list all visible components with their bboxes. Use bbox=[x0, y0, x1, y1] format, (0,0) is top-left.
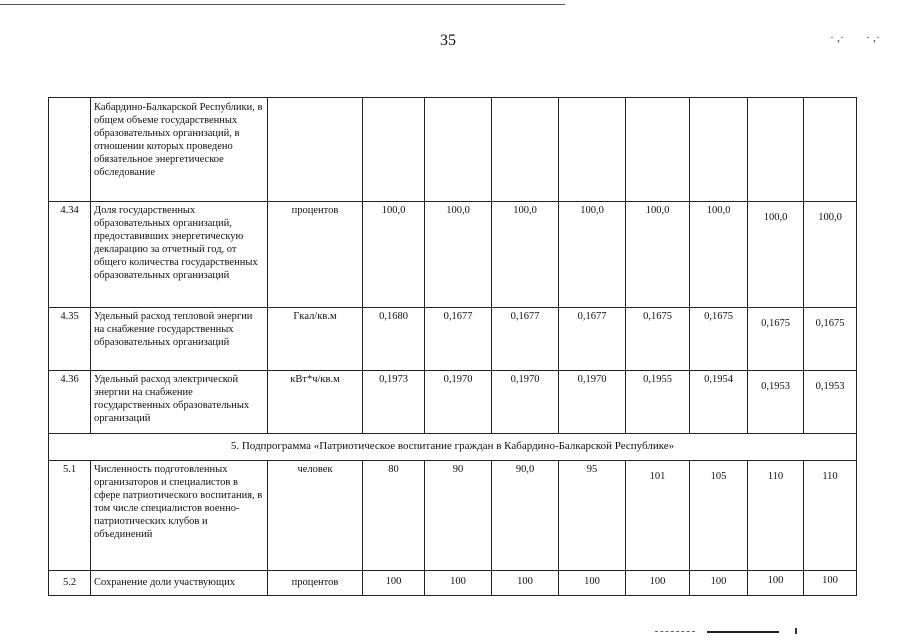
value-cell: 0,1953 bbox=[804, 371, 857, 434]
value-cell: 95 bbox=[559, 461, 626, 571]
value-cell: 100,0 bbox=[559, 202, 626, 308]
value-cell bbox=[690, 98, 748, 202]
value-cell: 0,1677 bbox=[492, 308, 559, 371]
value-cell: 0,1680 bbox=[363, 308, 425, 371]
value-cell: 0,1677 bbox=[425, 308, 492, 371]
value-cell: 0,1955 bbox=[626, 371, 690, 434]
table-row bbox=[49, 308, 857, 371]
value-cell: 100,0 bbox=[626, 202, 690, 308]
indicator-name: Доля государственных образовательных организаций, предоставивших энергетическую декларацию за отчетный год, от общего количества государственных образовательных организаций bbox=[91, 202, 268, 308]
table-row bbox=[49, 202, 857, 308]
indicator-name: Кабардино-Балкарской Республики, в общем объеме государственных образовательных организаций, в отношении которых проведено обязательное энергетическое обследование bbox=[91, 98, 268, 202]
value-cell: 0,1970 bbox=[559, 371, 626, 434]
scan-artifact-bar bbox=[707, 631, 779, 633]
table-row bbox=[49, 461, 857, 571]
value-cell: 80 bbox=[363, 461, 425, 571]
value-cell: 100 bbox=[492, 571, 559, 596]
page-number: 35 bbox=[440, 32, 456, 49]
scan-artifact-dash bbox=[655, 631, 695, 632]
indicators-table bbox=[48, 97, 857, 596]
indicator-name: Численность подготовленных организаторов и специалистов в сфере патриотического воспитания, в том числе специалистов военно-патриотических клубов и объединений bbox=[91, 461, 268, 571]
value-cell bbox=[748, 98, 804, 202]
unit-cell: Гкал/кв.м bbox=[268, 308, 363, 371]
value-cell: 0,1675 bbox=[804, 308, 857, 371]
value-cell bbox=[626, 98, 690, 202]
value-cell: 0,1973 bbox=[363, 371, 425, 434]
value-cell bbox=[425, 98, 492, 202]
value-cell: 100 bbox=[690, 571, 748, 596]
value-cell: 100,0 bbox=[363, 202, 425, 308]
value-cell: 0,1675 bbox=[626, 308, 690, 371]
value-cell: 0,1675 bbox=[690, 308, 748, 371]
value-cell: 100 bbox=[425, 571, 492, 596]
unit-cell: процентов bbox=[268, 202, 363, 308]
value-cell: 100,0 bbox=[690, 202, 748, 308]
indicator-name: Удельный расход тепловой энергии на снабжение государственных образовательных организаций bbox=[91, 308, 268, 371]
value-cell: 100 bbox=[559, 571, 626, 596]
section-title: 5. Подпрограмма «Патриотическое воспитание граждан в Кабардино-Балкарской Республике» bbox=[49, 434, 857, 461]
value-cell: 100,0 bbox=[804, 202, 857, 308]
value-cell: 0,1970 bbox=[492, 371, 559, 434]
value-cell: 100 bbox=[626, 571, 690, 596]
scan-mark: · ,· bbox=[830, 30, 844, 44]
row-number: 5.1 bbox=[49, 461, 91, 571]
value-cell: 0,1954 bbox=[690, 371, 748, 434]
scan-artifact-tick bbox=[795, 628, 797, 634]
indicator-name: Сохранение доли участвующих bbox=[91, 571, 268, 596]
value-cell: 100 bbox=[804, 571, 857, 596]
indicator-name: Удельный расход электрической энергии на снабжение государственных образовательных организаций bbox=[91, 371, 268, 434]
value-cell: 105 bbox=[690, 461, 748, 571]
unit-cell: кВт*ч/кв.м bbox=[268, 371, 363, 434]
value-cell: 90,0 bbox=[492, 461, 559, 571]
top-rule bbox=[0, 4, 565, 5]
unit-cell: процентов bbox=[268, 571, 363, 596]
table-row bbox=[49, 371, 857, 434]
value-cell: 101 bbox=[626, 461, 690, 571]
value-cell bbox=[363, 98, 425, 202]
value-cell: 90 bbox=[425, 461, 492, 571]
value-cell: 100 bbox=[748, 571, 804, 596]
value-cell: 100,0 bbox=[492, 202, 559, 308]
table-row bbox=[49, 571, 857, 596]
row-number: 5.2 bbox=[49, 571, 91, 596]
scan-mark: · ,· bbox=[866, 30, 880, 44]
unit-cell bbox=[268, 98, 363, 202]
value-cell: 100 bbox=[363, 571, 425, 596]
section-row bbox=[49, 434, 857, 461]
value-cell: 0,1953 bbox=[748, 371, 804, 434]
value-cell bbox=[804, 98, 857, 202]
scan-artifact bbox=[655, 630, 805, 634]
row-number: 4.36 bbox=[49, 371, 91, 434]
row-number: 4.34 bbox=[49, 202, 91, 308]
value-cell bbox=[492, 98, 559, 202]
value-cell: 100,0 bbox=[425, 202, 492, 308]
unit-cell: человек bbox=[268, 461, 363, 571]
value-cell: 110 bbox=[804, 461, 857, 571]
value-cell: 100,0 bbox=[748, 202, 804, 308]
value-cell bbox=[559, 98, 626, 202]
row-number: 4.35 bbox=[49, 308, 91, 371]
table-row bbox=[49, 98, 857, 202]
value-cell: 0,1970 bbox=[425, 371, 492, 434]
value-cell: 0,1675 bbox=[748, 308, 804, 371]
value-cell: 0,1677 bbox=[559, 308, 626, 371]
row-number bbox=[49, 98, 91, 202]
value-cell: 110 bbox=[748, 461, 804, 571]
